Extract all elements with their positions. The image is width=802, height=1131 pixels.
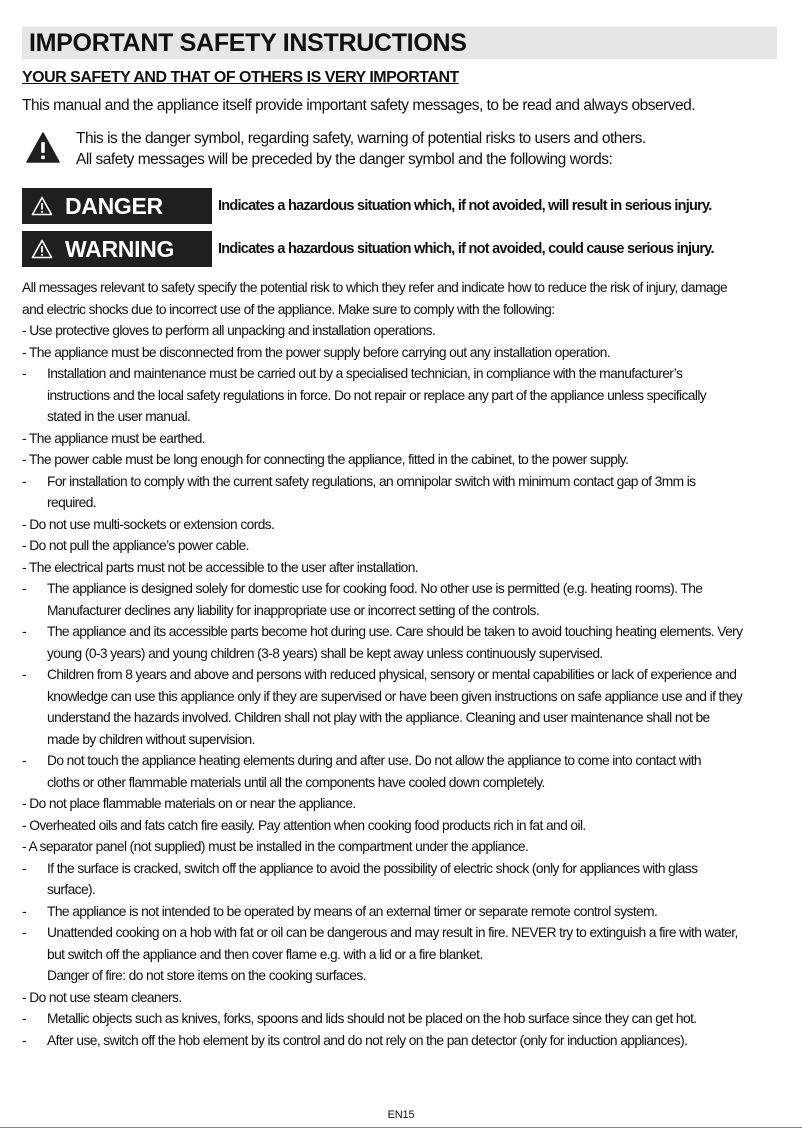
instruction-item: - The appliance must be disconnected from the power supply before carrying out any installation operation. <box>22 344 611 360</box>
instruction-text: Children from 8 years and above and persons with reduced physical, sensory or mental capabilities or lack of experience and <box>47 667 737 682</box>
instruction-text: The appliance is designed solely for domestic use for cooking food. No other use is permitted (e.g. heating rooms). The <box>47 581 703 596</box>
instruction-text: instructions and the local safety regulations in force. Do not repair or replace any part of the appliance unless specifically <box>47 387 707 403</box>
instruction-text: Manufacturer declines any liability for inappropriate use or incorrect setting of the controls. <box>47 602 540 618</box>
instruction-text: If the surface is cracked, switch off the appliance to avoid the possibility of electric shock (only for appliances with glass <box>47 860 698 876</box>
instruction-dash: - <box>22 1032 26 1048</box>
instruction-text: Do not pull the appliance’s power cable. <box>29 538 249 553</box>
instruction-text: The power cable must be long enough for connecting the appliance, fitted in the cabinet, to the power supply. <box>28 452 629 467</box>
warning-triangle-icon <box>26 131 60 165</box>
instruction-text: After use, switch off the hob element by its control and do not rely on the pan detector (only for induction appliances). <box>47 1032 688 1048</box>
instruction-item: - The appliance must be earthed. <box>22 430 206 446</box>
instruction-text: made by children without supervision. <box>47 731 255 747</box>
danger-label <box>22 188 212 224</box>
instruction-text: Unattended cooking on a hob with fat or oil can be dangerous and may result in fire. NEVER try to extinguish a fire with water, <box>47 925 738 940</box>
title-bar <box>22 27 777 59</box>
instruction-dash: - <box>22 753 26 768</box>
instruction-item <box>22 1030 778 1052</box>
instruction-text: but switch off the appliance and then cover flame e.g. with a lid or a fire blanket. <box>47 946 483 962</box>
instruction-list <box>22 320 778 1051</box>
instruction-text: Do not use multi-sockets or extension cords. <box>29 516 275 532</box>
instruction-dash: - <box>22 903 26 919</box>
instruction-text: stated in the user manual. <box>47 409 191 424</box>
instruction-item: - The electrical parts must not be accessible to the user after installation. <box>22 559 419 575</box>
page-title: IMPORTANT SAFETY INSTRUCTIONS <box>29 29 467 57</box>
instruction-text: young (0-3 years) and young children (3-8 years) shall be kept away unless continuously supervised. <box>47 645 603 661</box>
danger-note-line: All safety messages will be preceded by the danger symbol and the following words: <box>76 151 613 168</box>
instruction-item: - Do not use multi-sockets or extension cords. <box>22 516 275 532</box>
instruction-text: A separator panel (not supplied) must be installed in the compartment under the appliance. <box>28 839 529 854</box>
instruction-text: required. <box>47 495 97 510</box>
instruction-text: The appliance is not intended to be operated by means of an external timer or separate remote control system. <box>47 903 658 919</box>
instruction-dash: - <box>22 473 26 489</box>
instruction-text: Danger of fire: do not store items on the cooking surfaces. <box>47 968 366 983</box>
instruction-text: The appliance must be earthed. <box>28 430 206 446</box>
instruction-item <box>22 901 778 923</box>
danger-description: Indicates a hazardous situation which, if not avoided, will result in serious injury. <box>218 198 712 214</box>
warning-triangle-icon <box>31 196 53 216</box>
warning-word: WARNING <box>65 236 175 262</box>
body-intro-line: and electric shocks due to incorrect use of the appliance. Make sure to comply with the following: <box>22 301 555 317</box>
instruction-text: Use protective gloves to perform all unpacking and installation operations. <box>29 323 436 338</box>
instruction-item <box>22 750 778 793</box>
instruction-text: knowledge can use this appliance only if they are supervised or have been given instructions on safe appliance use and if they <box>47 688 743 704</box>
page-number: EN15 <box>387 1109 415 1121</box>
section-subtitle: YOUR SAFETY AND THAT OF OTHERS IS VERY IMPORTANT <box>22 69 459 86</box>
footer-divider <box>0 1127 802 1128</box>
instruction-item: - Do not place flammable materials on or near the appliance. <box>22 796 356 811</box>
instruction-item: - Overheated oils and fats catch fire easily. Pay attention when cooking food products rich in fat and oil. <box>22 817 586 833</box>
instruction-text: Installation and maintenance must be carried out by a specialised technician, in compliance with the manufacturer’s <box>47 366 683 381</box>
instruction-item: - Use protective gloves to perform all unpacking and installation operations. <box>22 323 436 338</box>
instruction-text: Overheated oils and fats catch fire easily. Pay attention when cooking food products rich in fat and oil. <box>29 817 586 833</box>
danger-symbol-note <box>76 128 646 170</box>
instruction-text: The electrical parts must not be accessible to the user after installation. <box>28 559 419 575</box>
instruction-item <box>22 471 778 514</box>
instruction-dash: - <box>22 860 26 876</box>
instruction-item <box>22 664 778 750</box>
instruction-item: - A separator panel (not supplied) must be installed in the compartment under the appliance. <box>22 839 529 854</box>
danger-note-line: This is the danger symbol, regarding safety, warning of potential risks to users and others. <box>76 130 646 147</box>
intro-text: This manual and the appliance itself provide important safety messages, to be read and always observed. <box>22 97 696 114</box>
instruction-text: understand the hazards involved. Children shall not play with the appliance. Cleaning and user maintenance shall not be <box>47 710 710 725</box>
instruction-text: Do not place flammable materials on or near the appliance. <box>29 796 356 811</box>
instruction-dash: - <box>22 667 26 682</box>
instruction-item <box>22 363 778 428</box>
body-intro-line: All messages relevant to safety specify the potential risk to which they refer and indicate how to reduce the risk of injury, damage <box>22 280 728 295</box>
instruction-text: The appliance must be disconnected from the power supply before carrying out any installation operation. <box>28 344 611 360</box>
instruction-item <box>22 922 778 987</box>
instruction-text: cloths or other flammable materials until all the components have cooled down completely. <box>47 774 545 790</box>
instruction-text: For installation to comply with the current safety regulations, an omnipolar switch with minimum contact gap of 3mm is <box>47 473 696 489</box>
instruction-text: surface). <box>47 882 96 897</box>
instruction-item <box>22 621 778 664</box>
instruction-item: - Do not pull the appliance’s power cable. <box>22 538 249 553</box>
instruction-dash: - <box>22 366 26 381</box>
instruction-dash: - <box>22 1011 26 1026</box>
danger-word: DANGER <box>65 193 163 219</box>
instruction-text: Metallic objects such as knives, forks, spoons and lids should not be placed on the hob surface since they can get hot. <box>47 1011 697 1026</box>
instruction-text: Do not touch the appliance heating elements during and after use. Do not allow the appliance to come into contact with <box>47 753 701 768</box>
instruction-dash: - <box>22 624 26 639</box>
instruction-dash: - <box>22 925 26 940</box>
warning-description: Indicates a hazardous situation which, if not avoided, could cause serious injury. <box>218 241 714 257</box>
safety-instructions-body <box>22 277 778 1051</box>
warning-label <box>22 231 212 267</box>
instruction-item <box>22 578 778 621</box>
instruction-item: - The power cable must be long enough for connecting the appliance, fitted in the cabinet, to the power supply. <box>22 452 629 467</box>
instruction-item <box>22 858 778 901</box>
instruction-text: The appliance and its accessible parts become hot during use. Care should be taken to avoid touching heating elements. Very <box>47 624 743 639</box>
instruction-dash: - <box>22 581 26 596</box>
instruction-item: - Do not use steam cleaners. <box>22 989 182 1005</box>
warning-triangle-icon <box>31 239 53 259</box>
instruction-item <box>22 1008 778 1030</box>
instruction-text: Do not use steam cleaners. <box>29 989 182 1005</box>
